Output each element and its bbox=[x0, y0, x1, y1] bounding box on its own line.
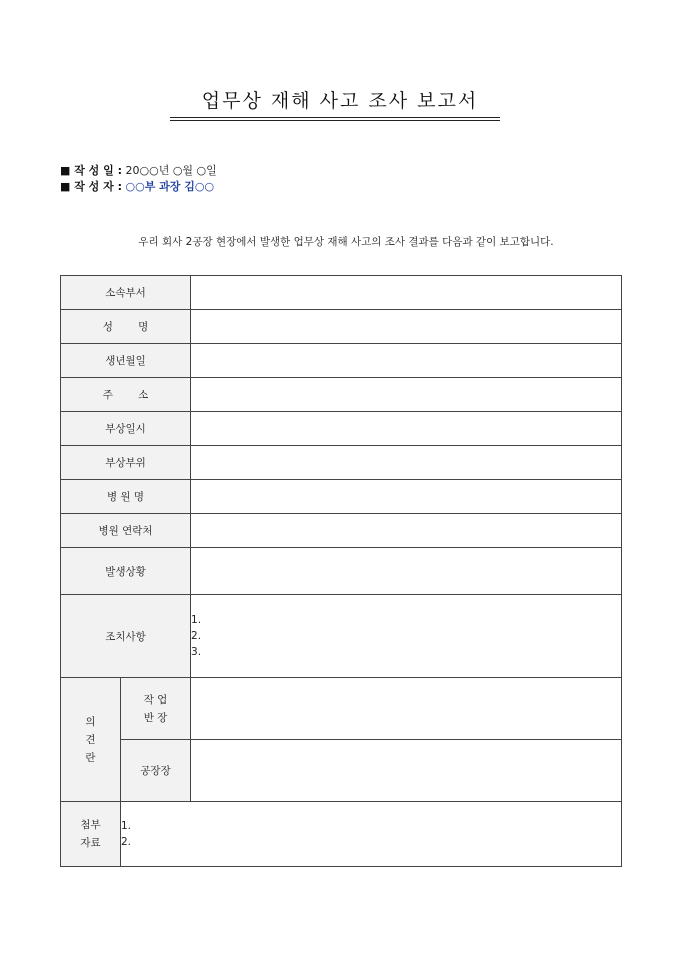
date-value: 20○○년 ○월 ○일 bbox=[125, 164, 217, 177]
title-underline-top bbox=[170, 117, 500, 118]
hospital-name-field[interactable] bbox=[191, 480, 622, 514]
field-label: 주 소 bbox=[61, 378, 191, 412]
form-row bbox=[61, 740, 622, 802]
field-label: 발생상황 bbox=[61, 548, 191, 595]
list-item: 3. bbox=[191, 646, 202, 658]
page-title: 업무상 재해 사고 조사 보고서 bbox=[201, 90, 479, 112]
date-label: ■ 작 성 일 : bbox=[60, 164, 122, 177]
field-label: 병 원 명 bbox=[61, 480, 191, 514]
address-field[interactable] bbox=[191, 378, 622, 412]
field-label: 성 명 bbox=[61, 310, 191, 344]
list-item: 1. bbox=[191, 614, 202, 626]
opinion-sub-label: 공장장 bbox=[121, 740, 191, 802]
list-item: 1. bbox=[121, 820, 132, 832]
hospital-contact-field[interactable] bbox=[191, 514, 622, 548]
list-item: 2. bbox=[121, 836, 132, 848]
form-row bbox=[61, 378, 622, 412]
form-row bbox=[61, 802, 622, 867]
form-row bbox=[61, 595, 622, 678]
birthdate-field[interactable] bbox=[191, 344, 622, 378]
field-label: 조치사항 bbox=[61, 595, 191, 678]
attachments-field[interactable] bbox=[121, 802, 622, 867]
field-label: 부상일시 bbox=[61, 412, 191, 446]
attachments-label: 첨부 자료 bbox=[61, 802, 121, 867]
field-label: 병원 연락처 bbox=[61, 514, 191, 548]
form-row bbox=[61, 344, 622, 378]
opinion-sub-label: 작 업 반 장 bbox=[121, 678, 191, 740]
form-row bbox=[61, 480, 622, 514]
author-value: ○○부 과장 김○○ bbox=[125, 180, 215, 193]
form-row bbox=[61, 678, 622, 740]
occurrence-field[interactable] bbox=[191, 548, 622, 595]
report-form bbox=[60, 275, 622, 867]
name-field[interactable] bbox=[191, 310, 622, 344]
work-foreman-opinion-field[interactable] bbox=[191, 678, 622, 740]
field-label: 생년월일 bbox=[61, 344, 191, 378]
measures-field[interactable] bbox=[191, 595, 622, 678]
form-row bbox=[61, 514, 622, 548]
title-underline-bottom bbox=[170, 120, 500, 121]
form-row bbox=[61, 412, 622, 446]
author-label: ■ 작 성 자 : bbox=[60, 180, 122, 193]
injury-datetime-field[interactable] bbox=[191, 412, 622, 446]
form-row bbox=[61, 310, 622, 344]
form-row bbox=[61, 548, 622, 595]
form-row bbox=[61, 276, 622, 310]
injury-area-field[interactable] bbox=[191, 446, 622, 480]
field-label: 소속부서 bbox=[61, 276, 191, 310]
intro-text: 우리 회사 2공장 현장에서 발생한 업무상 재해 사고의 조사 결과를 다음과 같이 보고합니다. bbox=[138, 236, 554, 248]
opinion-label: 의 견 란 bbox=[61, 678, 121, 802]
form-row bbox=[61, 446, 622, 480]
field-label: 부상부위 bbox=[61, 446, 191, 480]
list-item: 2. bbox=[191, 630, 202, 642]
department-field[interactable] bbox=[191, 276, 622, 310]
date-line bbox=[60, 163, 217, 178]
factory-manager-opinion-field[interactable] bbox=[191, 740, 622, 802]
author-line bbox=[60, 179, 214, 194]
